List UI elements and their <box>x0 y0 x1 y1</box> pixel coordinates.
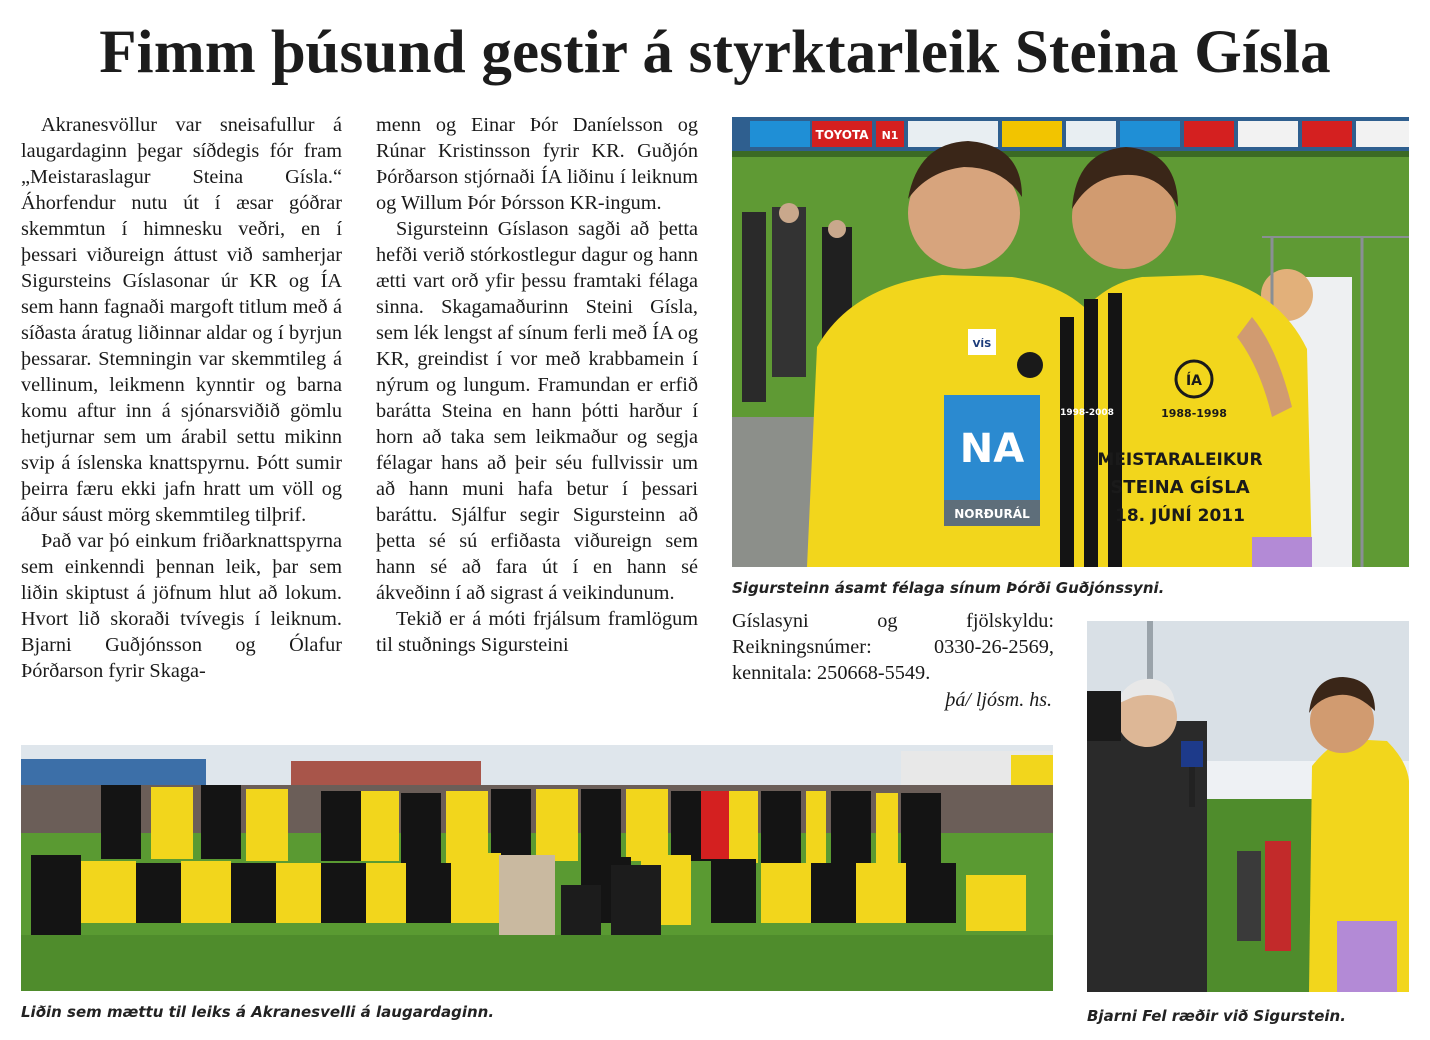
paragraph: Tekið er á móti frjálsum framlögum til stuðnings Sigursteini <box>376 608 698 656</box>
team-photo <box>21 745 1053 991</box>
na-logo: NA <box>959 426 1025 472</box>
sponsor-board-n1: N1 <box>881 129 899 142</box>
article-column-1 <box>21 112 342 684</box>
paragraph: Gíslasyni og fjölskyldu: Reikningsnúmer: 0330-26-2569, kennitala: 250668-5549. <box>732 610 1054 684</box>
byline: þá/ ljósm. hs. <box>945 689 1052 711</box>
headline: Fimm þúsund gestir á styrktarleik Steina Gísla <box>99 19 1331 86</box>
crest-dates-left: 1998-2008 <box>1060 408 1114 418</box>
paragraph: menn og Einar Þór Daníelsson og Rúnar Kristinsson fyrir KR. Guðjón Þórðarson stjórnaði ÍA liðinu í leiknum og Willum Þór Þórsson KR-ingum. <box>376 114 698 214</box>
sponsor-board-toyota: TOYOTA <box>815 128 869 142</box>
shirt-text-line-1: MEISTARALEIKUR <box>1097 450 1263 470</box>
article-column-2 <box>376 112 698 658</box>
shirt-text-line-2: STEINA GÍSLA <box>1110 477 1250 498</box>
interview-photo-caption: Bjarni Fel ræðir við Sigurstein. <box>1087 1007 1346 1025</box>
paragraph: Sigursteinn Gíslason sagði að þetta hefði verið stórkostlegur dagur og hann ætti vart orð yfir þessu framtaki félaga sinna. Skagamaðurinn Steini Gísla, sem lék lengst af sínum ferli með ÍA og KR, greindist í vor með krabbamein í nýrum og lungum. Framundan er erfið barátta Steina en hann þótti harður í horn að taka sem leikmaður og segja félagar hans að þeir séu fullvissir um að hann muni hafa betur í þessari baráttu. Sjálfur segir Sigursteinn að þetta sé sú erfiðasta viðureign sem hann sé að fara út í en hann sé ákveðinn í að sigrast á veikindunum. <box>376 218 698 604</box>
interview-photo <box>1087 621 1409 992</box>
team-photo-caption: Liðin sem mættu til leiks á Akranesvelli á laugardaginn. <box>21 1003 495 1021</box>
paragraph: Það var þó einkum friðarknattspyrna sem einkenndi þennan leik, þar sem liðin skiptust á jöfnum hlut að lokum. Hvort lið skoraði tvívegis í leiknum. Bjarni Guðjónsson og Ólafur Þórðarson fyrir Skaga- <box>21 530 342 682</box>
ia-crest: ÍA <box>1185 373 1203 389</box>
crest-dates-right: 1988-1998 <box>1161 407 1227 420</box>
main-photo-caption: Sigursteinn ásamt félaga sínum Þórði Guðjónssyni. <box>732 579 1165 597</box>
main-photo <box>732 117 1409 567</box>
vis-badge: VÍS <box>972 339 992 350</box>
article-column-3 <box>732 608 1054 686</box>
shirt-sponsor: NORÐURÁL <box>954 507 1030 521</box>
shirt-text-line-3: 18. JÚNÍ 2011 <box>1115 506 1245 526</box>
paragraph: Akranesvöllur var sneisafullur á laugardaginn þegar síðdegis fór fram „Meistaraslagur Steina Gísla.“ Áhorfendur nutu út í æsar góðrar skemmtun í himnesku veðri, en í þessari viðureign áttust við samherjar Sigursteins Gíslasonar úr KR og ÍA sem hann fagnaði margoft titlum með á síðasta áratug liðinnar aldar og í byrjun þessarar. Stemningin var skemmtileg á vellinum, leikmenn kynntir og barna komu aftur inn á sjónarsviðið gömlu hetjurnar sem um árabil settu mikinn svip á íslenska knattspyrnu. Þótt sumir þeirra færu ekki jafn hratt um völl og áður sáust mörg skemmtileg tilþrif. <box>21 114 342 526</box>
